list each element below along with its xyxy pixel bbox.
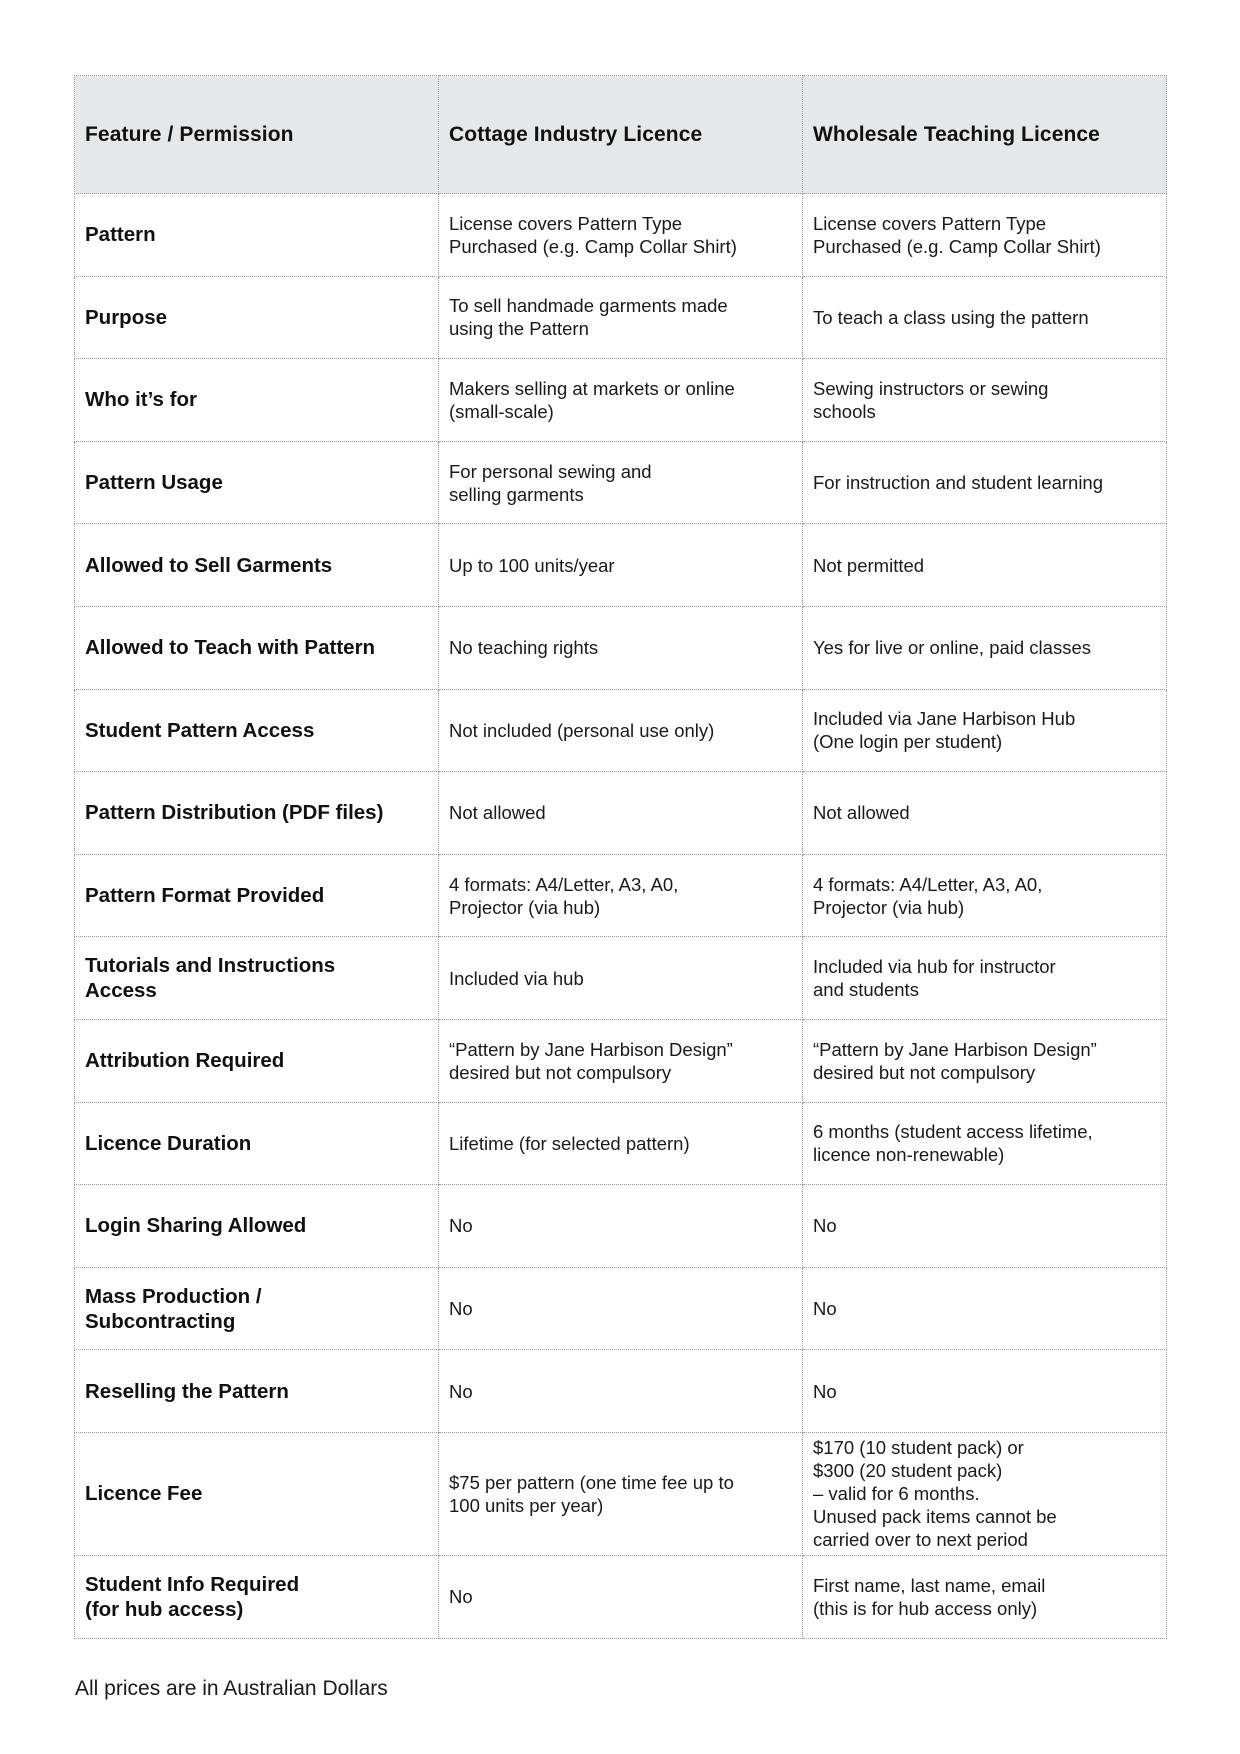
table-row: [75, 772, 1167, 855]
table-row: [75, 606, 1167, 689]
cottage-industry-cell: For personal sewing and selling garments: [439, 441, 803, 524]
table-row: [75, 1102, 1167, 1185]
cottage-industry-cell: $75 per pattern (one time fee up to 100 units per year): [439, 1432, 803, 1555]
feature-cell: Student Pattern Access: [75, 689, 439, 772]
cottage-industry-cell: License covers Pattern Type Purchased (e.g. Camp Collar Shirt): [439, 194, 803, 277]
feature-cell: Purpose: [75, 276, 439, 359]
table-row: [75, 689, 1167, 772]
feature-cell: Attribution Required: [75, 1019, 439, 1102]
wholesale-teaching-cell: No: [803, 1350, 1167, 1433]
feature-cell: Pattern Distribution (PDF files): [75, 772, 439, 855]
table-row: [75, 359, 1167, 442]
table-row: [75, 194, 1167, 277]
table-row: [75, 854, 1167, 937]
feature-cell: Who it’s for: [75, 359, 439, 442]
cottage-industry-cell: Included via hub: [439, 937, 803, 1020]
wholesale-teaching-cell: 4 formats: A4/Letter, A3, A0, Projector (via hub): [803, 854, 1167, 937]
cottage-industry-cell: “Pattern by Jane Harbison Design” desired but not compulsory: [439, 1019, 803, 1102]
feature-cell: Mass Production / Subcontracting: [75, 1267, 439, 1350]
feature-cell: Licence Duration: [75, 1102, 439, 1185]
cottage-industry-cell: Not allowed: [439, 772, 803, 855]
feature-cell: Licence Fee: [75, 1432, 439, 1555]
cottage-industry-cell: 4 formats: A4/Letter, A3, A0, Projector (via hub): [439, 854, 803, 937]
table-row: [75, 1555, 1167, 1638]
wholesale-teaching-cell: License covers Pattern Type Purchased (e.g. Camp Collar Shirt): [803, 194, 1167, 277]
table-row: [75, 937, 1167, 1020]
table-row: [75, 1019, 1167, 1102]
feature-cell: Pattern Format Provided: [75, 854, 439, 937]
feature-cell: Tutorials and Instructions Access: [75, 937, 439, 1020]
feature-cell: Allowed to Sell Garments: [75, 524, 439, 607]
cottage-industry-cell: Lifetime (for selected pattern): [439, 1102, 803, 1185]
wholesale-teaching-cell: Not allowed: [803, 772, 1167, 855]
currency-note: All prices are in Australian Dollars: [75, 1677, 388, 1700]
table-body: [75, 194, 1167, 1639]
table-row: [75, 524, 1167, 607]
wholesale-teaching-cell: Included via Jane Harbison Hub (One login per student): [803, 689, 1167, 772]
feature-cell: Allowed to Teach with Pattern: [75, 606, 439, 689]
wholesale-teaching-cell: $170 (10 student pack) or $300 (20 student pack) – valid for 6 months. Unused pack items cannot be carried over to next period: [803, 1432, 1167, 1555]
licence-comparison-table: [74, 75, 1167, 1639]
wholesale-teaching-cell: Included via hub for instructor and students: [803, 937, 1167, 1020]
cottage-industry-cell: No: [439, 1267, 803, 1350]
table-row: [75, 1267, 1167, 1350]
feature-cell: Reselling the Pattern: [75, 1350, 439, 1433]
column-header-cottage-industry: Cottage Industry Licence: [439, 76, 803, 194]
cottage-industry-cell: No teaching rights: [439, 606, 803, 689]
table-header-row: [75, 76, 1167, 194]
cottage-industry-cell: Makers selling at markets or online (small-scale): [439, 359, 803, 442]
feature-cell: Pattern Usage: [75, 441, 439, 524]
wholesale-teaching-cell: Sewing instructors or sewing schools: [803, 359, 1167, 442]
cottage-industry-cell: No: [439, 1350, 803, 1433]
cottage-industry-cell: To sell handmade garments made using the Pattern: [439, 276, 803, 359]
cottage-industry-cell: Up to 100 units/year: [439, 524, 803, 607]
wholesale-teaching-cell: First name, last name, email (this is for hub access only): [803, 1555, 1167, 1638]
table-row: [75, 1350, 1167, 1433]
table-row: [75, 441, 1167, 524]
wholesale-teaching-cell: For instruction and student learning: [803, 441, 1167, 524]
cottage-industry-cell: Not included (personal use only): [439, 689, 803, 772]
table-row: [75, 1432, 1167, 1555]
column-header-feature: Feature / Permission: [75, 76, 439, 194]
wholesale-teaching-cell: To teach a class using the pattern: [803, 276, 1167, 359]
wholesale-teaching-cell: No: [803, 1185, 1167, 1268]
feature-cell: Pattern: [75, 194, 439, 277]
wholesale-teaching-cell: Not permitted: [803, 524, 1167, 607]
table-row: [75, 1185, 1167, 1268]
cottage-industry-cell: No: [439, 1555, 803, 1638]
wholesale-teaching-cell: 6 months (student access lifetime, licence non-renewable): [803, 1102, 1167, 1185]
cottage-industry-cell: No: [439, 1185, 803, 1268]
wholesale-teaching-cell: “Pattern by Jane Harbison Design” desired but not compulsory: [803, 1019, 1167, 1102]
wholesale-teaching-cell: Yes for live or online, paid classes: [803, 606, 1167, 689]
table-row: [75, 276, 1167, 359]
feature-cell: Login Sharing Allowed: [75, 1185, 439, 1268]
column-header-wholesale-teaching: Wholesale Teaching Licence: [803, 76, 1167, 194]
licence-comparison: [74, 75, 1167, 1639]
feature-cell: Student Info Required (for hub access): [75, 1555, 439, 1638]
wholesale-teaching-cell: No: [803, 1267, 1167, 1350]
